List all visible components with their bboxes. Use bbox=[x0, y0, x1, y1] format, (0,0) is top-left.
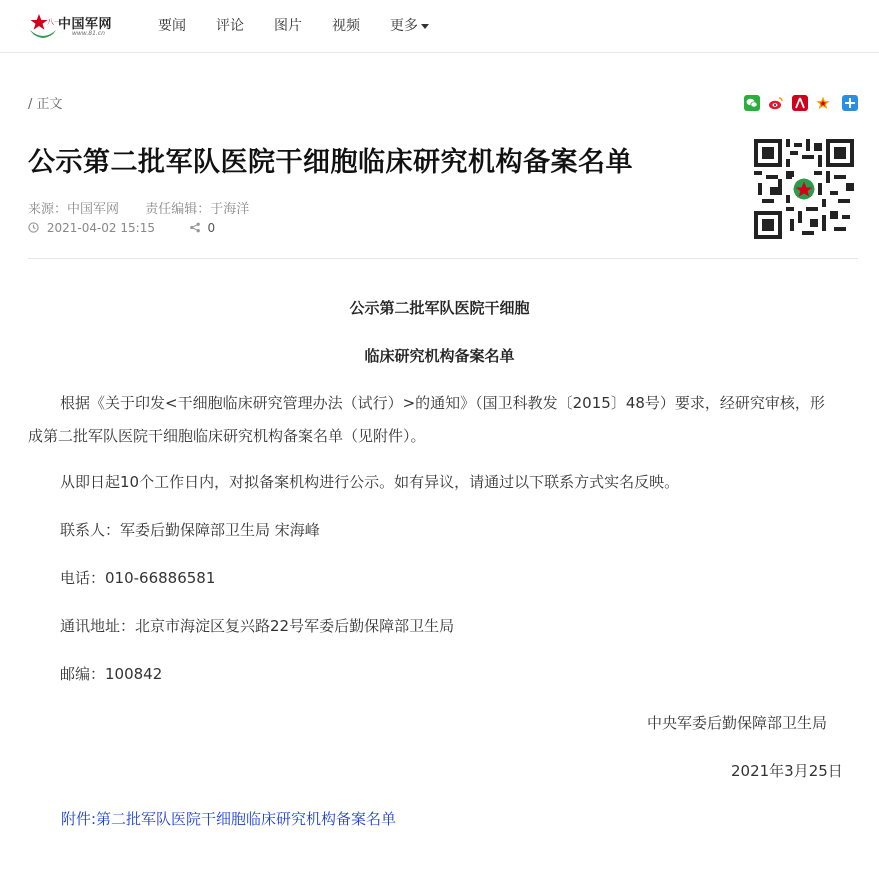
nav-item-pictures[interactable]: 图片 bbox=[274, 18, 302, 34]
site-logo[interactable] bbox=[28, 10, 118, 42]
contact-postcode: 邮编：100842 bbox=[60, 665, 163, 683]
army-star-logo-icon bbox=[28, 10, 61, 40]
contact-address: 通讯地址：北京市海淀区复兴路22号军委后勤保障部卫生局 bbox=[60, 617, 455, 635]
logo-text: 中国军网 bbox=[58, 17, 113, 32]
breadcrumb[interactable]: / 正文 bbox=[28, 97, 63, 112]
share-count: 0 bbox=[207, 221, 216, 235]
attachment-link[interactable]: 附件:第二批军队医院干细胞临床研究机构备案名单 bbox=[61, 810, 397, 828]
paragraph-basis: 根据《关于印发<干细胞临床研究管理办法（试行）>的通知》（国卫科教发〔2015〕48号）要求，经研究审核，形成第二批军队医院干细胞临床研究机构备案名单（见附件）。 bbox=[28, 394, 825, 445]
weibo-icon[interactable] bbox=[768, 95, 784, 111]
signature-date: 2021年3月25日 bbox=[731, 762, 843, 780]
nav-item-news[interactable]: 要闻 bbox=[158, 18, 186, 34]
favorite-icon[interactable] bbox=[815, 95, 831, 111]
share-icon[interactable] bbox=[189, 222, 201, 233]
clock-icon bbox=[28, 222, 39, 233]
contact-person: 联系人：军委后勤保障部卫生局 宋海峰 bbox=[60, 521, 320, 539]
nav-item-more[interactable] bbox=[390, 15, 429, 35]
qr-code-icon bbox=[754, 139, 854, 239]
signature-organization: 中央军委后勤保障部卫生局 bbox=[647, 714, 828, 732]
article-editor: 责任编辑：于海洋 bbox=[145, 202, 250, 217]
contact-phone: 电话：010-66886581 bbox=[60, 569, 216, 587]
publish-datetime: 2021-04-02 15:15 bbox=[46, 221, 155, 235]
logo-url: www.81.cn bbox=[72, 30, 105, 37]
header-divider bbox=[28, 258, 858, 259]
article-source: 来源：中国军网 bbox=[28, 202, 120, 217]
paragraph-notice: 从即日起10个工作日内，对拟备案机构进行公示。如有异议，请通过以下联系方式实名反映。 bbox=[60, 473, 680, 491]
wechat-icon[interactable] bbox=[744, 95, 760, 111]
nav-more-label: 更多 bbox=[390, 18, 418, 34]
article-meta-secondary bbox=[28, 221, 215, 235]
nav-item-comment[interactable]: 评论 bbox=[216, 18, 244, 34]
chevron-down-icon bbox=[421, 24, 429, 29]
svg-text:八一: 八一 bbox=[47, 19, 61, 26]
plus-icon[interactable] bbox=[842, 95, 858, 111]
top-navigation-bar bbox=[0, 0, 879, 53]
renmin-icon[interactable] bbox=[792, 95, 808, 111]
article-meta bbox=[28, 198, 249, 217]
content-heading-line1: 公示第二批军队医院干细胞 bbox=[349, 299, 530, 317]
page-title: 公示第二批军队医院干细胞临床研究机构备案名单 bbox=[28, 147, 633, 178]
nav-item-video[interactable]: 视频 bbox=[332, 18, 360, 34]
content-heading-line2: 临床研究机构备案名单 bbox=[364, 347, 515, 365]
